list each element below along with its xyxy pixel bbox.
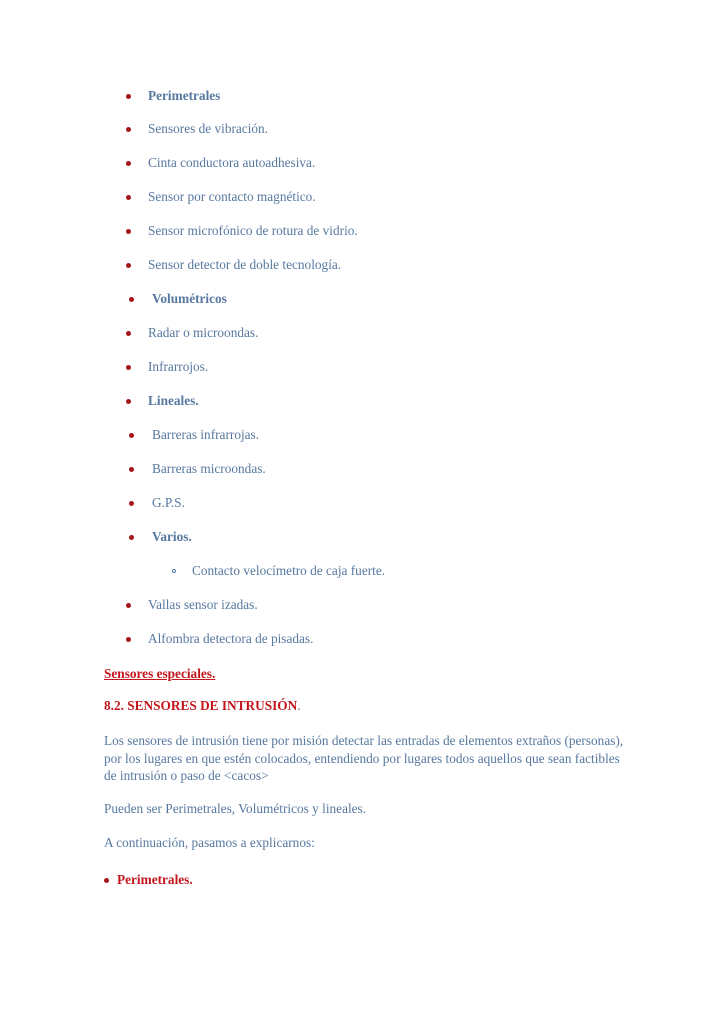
section-heading-text: 8.2. SENSORES DE INTRUSIÓN: [104, 698, 298, 713]
list-item-text: G.P.S.: [152, 495, 185, 510]
list-item-text: Radar o microondas.: [148, 325, 259, 340]
list-item-text: Contacto velocímetro de caja fuerte.: [192, 563, 386, 578]
section-heading-suffix: .: [297, 698, 301, 713]
list-item-text: Lineales.: [148, 393, 199, 408]
final-list-item-text: Perimetrales.: [117, 872, 193, 887]
bullet-icon: [126, 399, 131, 404]
list-item-text: Infrarrojos.: [148, 359, 209, 374]
bullet-icon: [129, 433, 134, 438]
list-item-text: Volumétricos: [152, 291, 227, 306]
list-item-text: Cinta conductora autoadhesiva.: [148, 155, 316, 170]
types-paragraph: Pueden ser Perimetrales, Volumétricos y lineales.: [104, 801, 367, 816]
bullet-icon: [129, 501, 134, 506]
bullet-icon: [126, 195, 131, 200]
list-item-text: Sensor microfónico de rotura de vidrio.: [148, 223, 358, 238]
list-item-text: Sensores de vibración.: [148, 121, 269, 136]
bullet-icon: [104, 878, 109, 883]
list-item-text: Sensor detector de doble tecnología.: [148, 257, 342, 272]
circle-bullet-icon: [172, 569, 176, 573]
bullet-icon: [126, 263, 131, 268]
bullet-icon: [129, 467, 134, 472]
bullet-icon: [126, 365, 131, 370]
special-sensors-heading: Sensores especiales.: [104, 666, 216, 681]
list-item-text: Alfombra detectora de pisadas.: [148, 631, 314, 646]
list-item-text: Vallas sensor izadas.: [148, 597, 258, 612]
continuation-paragraph: A continuación, pasamos a explicarnos:: [104, 835, 315, 850]
list-item-text: Barreras infrarrojas.: [152, 427, 260, 442]
bullet-icon: [129, 297, 134, 302]
list-item-text: Varios.: [152, 529, 192, 544]
section-heading: [104, 697, 624, 715]
bullet-icon: [126, 94, 131, 99]
bullet-icon: [129, 535, 134, 540]
bullet-icon: [126, 603, 131, 608]
list-item-text: Sensor por contacto magnético.: [148, 189, 316, 204]
list-item-text: Barreras microondas.: [152, 461, 266, 476]
bullet-icon: [126, 229, 131, 234]
intrusion-paragraph: Los sensores de intrusión tiene por misión detectar las entradas de elementos extraños (personas), por los lugares en que estén colocados, entendiendo por lugares todos aquellos que sean factibles de intrusión o paso de <cacos>: [104, 733, 624, 783]
bullet-icon: [126, 161, 131, 166]
bullet-icon: [126, 127, 131, 132]
bullet-icon: [126, 331, 131, 336]
list-item-text: Perimetrales: [148, 88, 221, 103]
bullet-icon: [126, 637, 131, 642]
